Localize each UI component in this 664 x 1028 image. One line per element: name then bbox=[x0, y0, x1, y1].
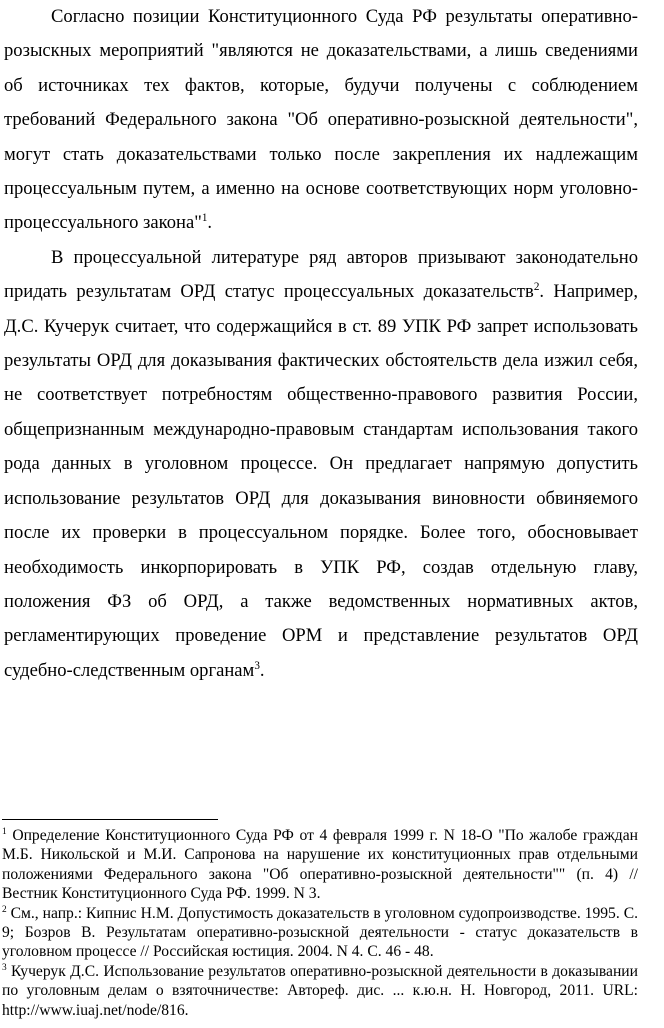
footnote-text: См., напр.: Кипнис Н.М. Допустимость доказательств в уголовном судопроизводстве. 1995. С. 9; Бозров В. Результатам оперативно-розыскной деятельности - статус доказательств в уголовном процессе // Российская юстиция. 2004. N 4. С. 46 - 48. bbox=[2, 904, 638, 961]
paragraph-1-end: . bbox=[207, 212, 213, 234]
main-text bbox=[4, 0, 638, 688]
footnote-ref-1[interactable]: 1 bbox=[201, 212, 208, 225]
footnote-number: 2 bbox=[2, 904, 7, 915]
paragraph-2-continuation: . Например, Д.С. Кучерук считает, что содержащийся в ст. 89 УПК РФ запрет использовать результаты ОРД для доказывания фактических обстоятельств дела изжил себя, не соответствует потребностям общественно-правового развития России, общепризнанным международно-правовым стандартам использования такого рода данных в уголовном процессе. Он предлагает напрямую допустить использование результатов ОРД для доказывания виновности обвиняемого после их проверки в процессуальном порядке. Более того, обосновывает необходимость инкорпорировать в УПК РФ, создав отдельную главу, положения ФЗ об ОРД, а также ведомственных нормативных актов, регламентирующих проведение ОРМ и представление результатов ОРД судебно-следственным органам bbox=[4, 281, 638, 681]
paragraph-2-end: . bbox=[259, 659, 265, 681]
footnote-divider bbox=[2, 819, 218, 820]
paragraph-2 bbox=[4, 241, 638, 688]
paragraph-2-text: В процессуальной литературе ряд авторов призывают законодательно придать результатам ОРД статус процессуальных доказательств bbox=[4, 246, 638, 303]
footnote-ref-2[interactable]: 2 bbox=[533, 281, 540, 294]
paragraph-1 bbox=[4, 0, 638, 241]
footnote-number: 3 bbox=[2, 962, 7, 973]
footnote-text: Кучерук Д.С. Использование результатов оперативно-розыскной деятельности в доказывании по уголовным делам о взяточничестве: Автореф. дис. ... к.ю.н. Н. Новгород, 2011. URL: http://www.iuaj.net/node/816. bbox=[2, 962, 638, 1019]
footnote-2 bbox=[2, 904, 638, 962]
footnote-number: 1 bbox=[2, 826, 7, 837]
footnote-3 bbox=[2, 962, 638, 1020]
footnote-1 bbox=[2, 826, 638, 904]
footnotes bbox=[2, 826, 638, 1020]
paragraph-1-text: Согласно позиции Конституционного Суда РФ результаты оперативно-розыскных мероприятий "являются не доказательствами, а лишь сведениями об источниках тех фактов, которые, будучи получены с соблюдением требований Федерального закона "Об оперативно-розыскной деятельности", могут стать доказательствами только после закрепления их надлежащим процессуальным путем, а именно на основе соответствующих норм уголовно-процессуального закона" bbox=[4, 6, 638, 234]
footnote-ref-3[interactable]: 3 bbox=[254, 659, 260, 672]
footnote-text: Определение Конституционного Суда РФ от 4 февраля 1999 г. N 18-О "По жалобе граждан М.Б. Никольской и М.И. Сапронова на нарушение их конституционных прав отдельными положениями Федерального закона "Об оперативно-розыскной деятельности"" (п. 4) // Вестник Конституционного Суда РФ. 1999. N 3. bbox=[2, 827, 638, 903]
